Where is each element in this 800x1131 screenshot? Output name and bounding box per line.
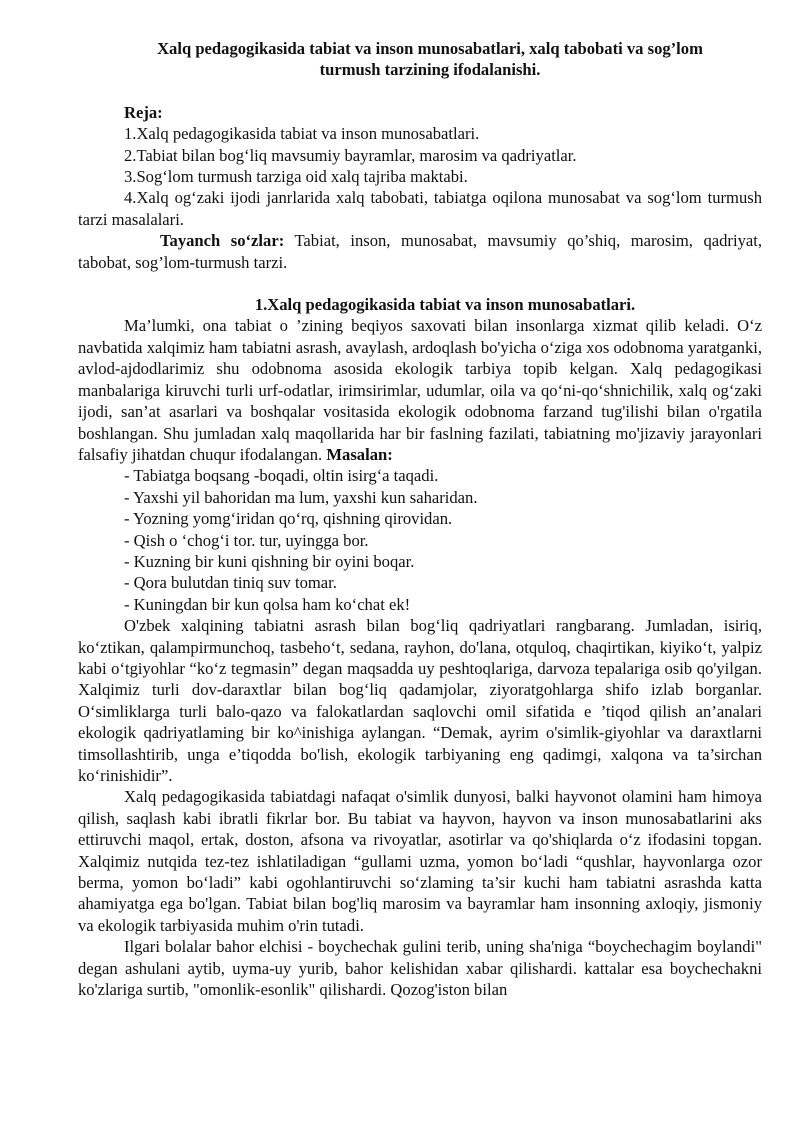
paragraph-2: O'zbek xalqining tabiatni asrash bilan bog‘liq qadriyatlari rangbarang. Jumladan, isiriq, ko‘ztikan, qalampirmunchoq, tasbeho‘t, sedana, rayhon, do'lana, otquloq, chaqirtikan, kiyiko‘t, yalpiz kabi o‘tgiyohlar “ko‘z tegmasin” degan maqsadda uy peshtoqlariga, darvoza tepalariga osib qo'yilgan. Xalqimiz turli dov-daraxtlar bilan bog‘liq qadamjolar, ziyoratgohlarga shifo izlab borganlar. O‘simliklarga turli balo-qazo va falokatlardan saqlovchi omil sifatida e ’tiqod qilish an’analari ekologik qadriyatlaming bir ko^inishiga aylangan. “Demak, ayrim o'simlik-giyohlar va daraxtlarni timsollashtirib, unga e’tiqodda bo'lish, ekologik tarbiyaning eng qadimgi, xalqona va ta’sirchan ko‘rinishidir”.: [78, 616, 762, 785]
proverb-item: - Tabiatga boqsang -boqadi, oltin isirg‘a taqadi.: [124, 466, 439, 486]
paragraph-4: Ilgari bolalar bahor elchisi - boychechak gulini terib, uning sha'niga “boychechagim boylandi" degan ashulani aytib, uyma-uy yurib, bahor kelishidan xabar qilishardi. kattalar esa boychechakni ko'zlariga surtib, "omonlik-esonlik" qilishardi. Qozog'iston bilan: [78, 937, 762, 1000]
keywords-paragraph: [78, 230, 762, 273]
paragraph-1: [78, 315, 762, 465]
proverb-item: - Qora bulutdan tiniq suv tomar.: [124, 573, 337, 593]
proverb-item: - Yozning yomg‘iridan qo‘rq, qishning qirovidan.: [124, 509, 453, 529]
proverbs-list: [78, 465, 762, 615]
document-title: [78, 38, 762, 81]
plan-item: 3.Sog‘lom turmush tarziga oid xalq tajriba maktabi.: [124, 167, 468, 187]
plan-section: [78, 102, 762, 230]
proverb-item: - Qish o ‘chog‘i tor. tur, uyingga bor.: [124, 530, 369, 550]
proverb-item: - Yaxshi yil bahoridan ma lum, yaxshi kun saharidan.: [124, 487, 478, 507]
title-line-2: turmush tarzining ifodalanishi.: [319, 60, 541, 80]
proverb-item: - Kuningdan bir kun qolsa ham ko‘chat ek!: [124, 594, 411, 614]
proverb-item: - Kuzning bir kuni qishning bir oyini boqar.: [124, 551, 415, 571]
keywords-label: Tayanch so‘zlar:: [160, 231, 285, 251]
paragraph-1-bold: Masalan:: [322, 444, 393, 464]
keywords-text: Tabiat, inson, munosabat, mavsumiy qo’shiq, marosim, qadriyat, tabobat, sog’lom-turmush tarzi.: [78, 231, 762, 272]
title-line-1: Xalq pedagogikasida tabiat va inson munosabatlari, xalq tabobati va sog’lom: [157, 39, 703, 58]
plan-item: 2.Tabiat bilan bog‘liq mavsumiy bayramlar, marosim va qadriyatlar.: [124, 145, 577, 165]
paragraph-1-text: Ma’lumki, ona tabiat o ’zining beqiyos saxovati bilan insonlarga xizmat qilib keladi. O‘z navbatida xalqimiz ham tabiatni asrash, avaylash, ardoqlash bo'yicha o‘ziga xos odobnoma yaratganki, avlod-ajdodlarimiz shu odobnoma asosida ekologik tarbiya topib kelgan. Xalq pedagogikasi manbalariga kiruvchi turli urf-odatlar, irimsirimlar, udumlar, oila va qo‘ni-qo‘shnichilik, xalq og‘zaki ijodi, san’at asarlari va boshqalar vositasida ekologik odobnoma farzand tug'ilishi bilan o'rgatila boshlangan. Shu jumladan xalq maqollarida har bir faslning fazilati, tabiatning mo'jizaviy jarayonlari falsafiy jihatdan chuqur ifodalangan.: [78, 316, 762, 464]
section-title: 1.Xalq pedagogikasida tabiat va inson munosabatlari.: [254, 295, 636, 315]
paragraph-3: Xalq pedagogikasida tabiatdagi nafaqat o'simlik dunyosi, balki hayvonot olamini ham himoya qilish, saqlash kabi ibratli fikrlar bor. Bu tabiat va hayvon, hayvon va inson munosabatlarini aks ettiruvchi maqol, ertak, doston, afsona va rivoyatlar, asotirlar va qo'shiqlarda o‘z ifodasini topgan. Xalqimiz nutqida tez-tez ishlatiladigan “gullami uzma, yomon bo‘ladi “qushlar, hayvonlarga ozor berma, yomon bo‘ladi” kabi ogohlantiruvchi so‘zlaming ta’sir kuchi ham tabiatni asrashda katta ahamiyatga ega bo'lgan. Tabiat bilan bog'liq marosim va bayramlar ham insonning axloqiy, jismoniy va ekologik tarbiyasida muhim o'rin tutadi.: [78, 787, 762, 935]
plan-item: 1.Xalq pedagogikasida tabiat va inson munosabatlari.: [124, 124, 480, 144]
plan-item: 4.Xalq og‘zaki ijodi janrlarida xalq tabobati, tabiatga oqilona munosabat va sog‘lom turmush tarzi masalalari.: [78, 188, 762, 229]
plan-heading: Reja:: [124, 102, 163, 122]
